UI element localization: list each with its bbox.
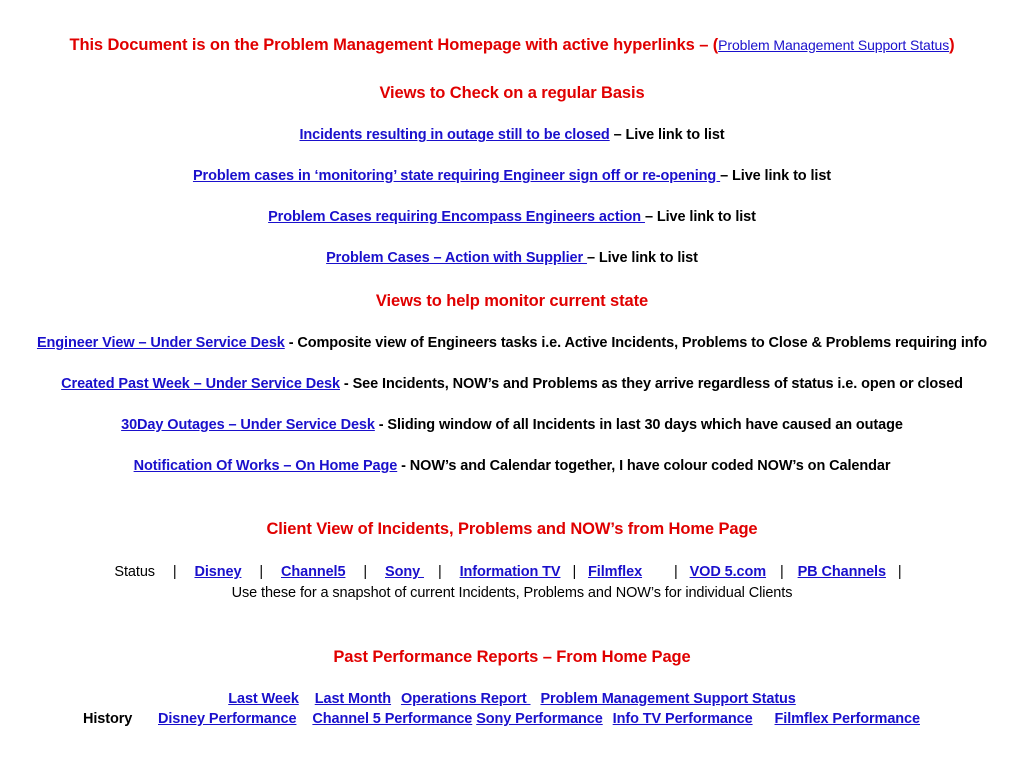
separator: | (897, 564, 902, 580)
history-link-sony-performance[interactable]: Sony Performance (476, 711, 603, 727)
separator: | (363, 564, 368, 580)
link-monitoring-problem-cases[interactable]: Problem cases in ‘monitoring’ state requiring Engineer sign off or re-opening (192, 168, 721, 184)
report-link-last-month[interactable]: Last Month (314, 691, 392, 707)
list-item (0, 250, 1024, 266)
item-description: - Sliding window of all Incidents in last 30 days which have caused an outage (374, 417, 903, 433)
list-item (0, 458, 1024, 474)
link-30day-outages[interactable]: 30Day Outages – Under Service Desk (121, 417, 375, 433)
section-title-regular-views: Views to Check on a regular Basis (379, 84, 645, 102)
history-link-infotv-performance[interactable]: Info TV Performance (612, 711, 753, 727)
item-description: – Live link to list (720, 168, 832, 184)
item-description: – Live link to list (609, 127, 725, 143)
history-link-filmflex-performance[interactable]: Filmflex Performance (774, 711, 920, 727)
header-suffix: ) (949, 36, 955, 54)
report-link-operations-report[interactable]: Operations Report (400, 691, 531, 707)
header-prefix: This Document is on the Problem Management Homepage with active hyperlinks – ( (69, 36, 719, 54)
link-encompass-engineers-action[interactable]: Problem Cases requiring Encompass Engineers action (268, 209, 645, 225)
client-link-disney[interactable]: Disney (194, 564, 242, 580)
history-link-channel5-performance[interactable]: Channel 5 Performance (312, 711, 473, 727)
item-description: - NOW’s and Calendar together, I have colour coded NOW’s on Calendar (397, 458, 891, 474)
link-outage-incidents[interactable]: Incidents resulting in outage still to be closed (299, 127, 610, 143)
link-notification-of-works[interactable]: Notification Of Works – On Home Page (133, 458, 398, 474)
separator: | (437, 564, 442, 580)
item-description: - Composite view of Engineers tasks i.e. Active Incidents, Problems to Close & Problems requiring info (284, 335, 988, 351)
section-title-client-view: Client View of Incidents, Problems and NOW’s from Home Page (266, 520, 758, 538)
client-link-filmflex[interactable]: Filmflex (588, 564, 643, 580)
item-description: - See Incidents, NOW’s and Problems as they arrive regardless of status i.e. open or closed (340, 376, 963, 392)
client-link-vod5[interactable]: VOD 5.com (689, 564, 767, 580)
list-item (0, 209, 1024, 225)
report-link-problem-management-support-status[interactable]: Problem Management Support Status (540, 691, 796, 707)
separator: | (673, 564, 678, 580)
document-header (0, 36, 1024, 55)
separator: | (259, 564, 264, 580)
link-created-past-week[interactable]: Created Past Week – Under Service Desk (61, 376, 340, 392)
list-item (0, 127, 1024, 143)
history-label: History (83, 711, 133, 727)
client-link-information-tv[interactable]: Information TV (459, 564, 561, 580)
item-description: – Live link to list (586, 250, 698, 266)
item-description: – Live link to list (644, 209, 756, 225)
separator: | (780, 564, 784, 580)
section-title-past-performance: Past Performance Reports – From Home Page (333, 648, 691, 666)
list-item (0, 376, 1024, 392)
link-engineer-view[interactable]: Engineer View – Under Service Desk (36, 335, 285, 351)
client-note: Use these for a snapshot of current Incidents, Problems and NOW’s for individual Clients (231, 585, 793, 601)
client-link-sony[interactable]: Sony (385, 564, 424, 580)
header-link-problem-management-support-status[interactable]: Problem Management Support Status (718, 37, 950, 53)
section-title-monitor-views: Views to help monitor current state (375, 292, 649, 310)
client-link-channel5[interactable]: Channel5 (280, 564, 346, 580)
history-link-disney-performance[interactable]: Disney Performance (158, 711, 297, 727)
client-status-row (0, 564, 1024, 580)
list-item (0, 417, 1024, 433)
status-label: Status (114, 564, 155, 580)
separator: | (572, 564, 577, 580)
report-link-last-week[interactable]: Last Week (228, 691, 299, 707)
separator: | (172, 564, 177, 580)
list-item (0, 168, 1024, 184)
report-links-row (0, 691, 1024, 707)
link-action-with-supplier[interactable]: Problem Cases – Action with Supplier (326, 250, 587, 266)
client-link-pb-channels[interactable]: PB Channels (797, 564, 886, 580)
list-item (0, 335, 1024, 351)
